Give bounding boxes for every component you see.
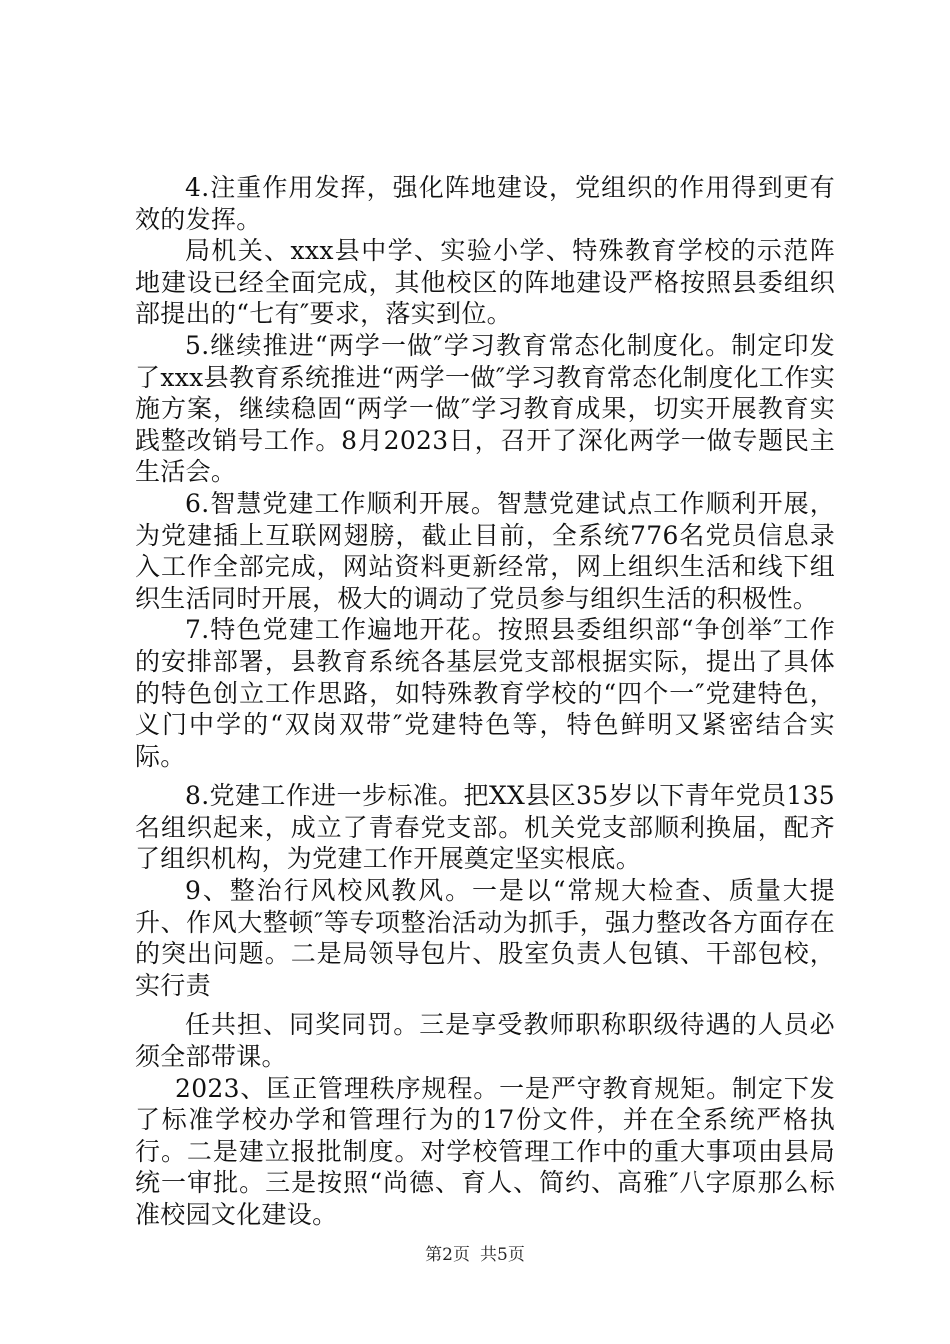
page-number: 第2页 — [425, 1245, 470, 1265]
paragraph-8: 8.党建工作进一步标准。把XX县区35岁以下青年党员135名组织起来，成立了青春党支部。机关党支部顺利换届，配齐了组织机构，为党建工作开展奠定坚实根底。 — [135, 781, 835, 874]
paragraph-9-continued: 任共担、同奖同罚。三是享受教师职称职级待遇的人员必须全部带课。 — [135, 1010, 835, 1072]
paragraph-7: 7.特色党建工作遍地开花。按照县委组织部“争创举″工作的安排部署，县教育系统各基层党支部根据实际，提出了具体的特色创立工作思路，如特殊教育学校的“四个一″党建特色，义门中学的“双岗双带″党建特色等，特色鲜明又紧密结合实际。 — [135, 615, 835, 771]
paragraph-4-heading: 4.注重作用发挥，强化阵地建设，党组织的作用得到更有效的发挥。 — [135, 173, 835, 234]
page-footer — [0, 1245, 950, 1265]
paragraph-10: 2023、匡正管理秩序规程。一是严守教育规矩。制定下发了标准学校办学和管理行为的17份文件，并在全系统严格执行。二是建立报批制度。对学校管理工作中的重大事项由县局统一审批。三是按照“尚德、育人、简约、高雅″八字原那么标准校园文化建设。 — [135, 1073, 835, 1229]
paragraph-4-body: 局机关、xxx县中学、实验小学、特殊教育学校的示范阵地建设已经全面完成，其他校区的阵地建设严格按照县委组织部提出的“七有″要求，落实到位。 — [135, 236, 835, 329]
paragraph-5: 5.继续推进“两学一做″学习教育常态化制度化。制定印发了xxx县教育系统推进“两学一做″学习教育常态化制度化工作实施方案，继续稳固“两学一做″学习教育成果，切实开展教育实践整改销号工作。8月2023日，召开了深化两学一做专题民主生活会。 — [135, 330, 835, 487]
document-body — [135, 172, 835, 1231]
paragraph-9: 9、整治行风校风教风。一是以“常规大检查、质量大提升、作风大整顿″等专项整治活动为抓手，强力整改各方面存在的突出问题。二是局领导包片、股室负责人包镇、干部包校，实行责 — [135, 876, 835, 1000]
page-total: 共5页 — [480, 1245, 525, 1265]
paragraph-6: 6.智慧党建工作顺利开展。智慧党建试点工作顺利开展，为党建插上互联网翅膀，截止目前，全系统776名党员信息录入工作全部完成，网站资料更新经常，网上组织生活和线下组织生活同时开展，极大的调动了党员参与组织生活的积极性。 — [135, 488, 835, 613]
